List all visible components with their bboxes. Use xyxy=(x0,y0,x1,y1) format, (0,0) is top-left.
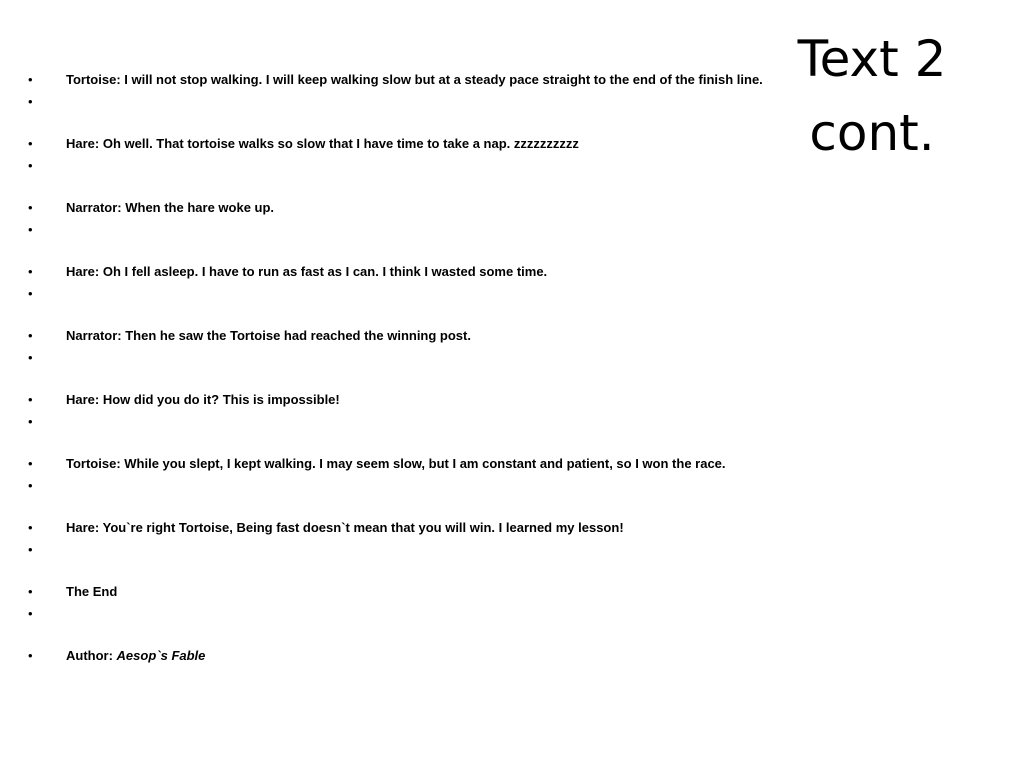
empty-bullet xyxy=(28,475,763,497)
bullet-item xyxy=(28,133,763,155)
bullet-item xyxy=(28,453,763,475)
bullet-dot: • xyxy=(28,456,33,471)
bullet-text: Hare: Oh I fell asleep. I have to run as fast as I can. I think I wasted some time. xyxy=(66,264,548,279)
bullet-dot: • xyxy=(28,72,33,87)
empty-bullet xyxy=(28,539,763,561)
author-label: Author: xyxy=(66,648,117,663)
bullet-item xyxy=(28,389,763,411)
bullet-dot: • xyxy=(28,94,33,109)
bullet-dot: • xyxy=(28,478,33,493)
bullet-dot: • xyxy=(28,606,33,621)
bullet-dot: • xyxy=(28,200,33,215)
bullet-text: Tortoise: While you slept, I kept walking. I may seem slow, but I am constant and patient, so I won the race. xyxy=(66,456,726,471)
author-value: Aesop`s Fable xyxy=(116,648,206,663)
bullet-text: Narrator: Then he saw the Tortoise had reached the winning post. xyxy=(66,328,471,343)
empty-bullet xyxy=(28,603,763,625)
bullet-dot: • xyxy=(28,136,33,151)
slide-title-line-2: cont. xyxy=(809,104,935,162)
bullet-item xyxy=(28,325,763,347)
empty-bullet xyxy=(28,283,763,305)
bullet-dot: • xyxy=(28,392,33,407)
bullet-item xyxy=(28,261,763,283)
bullet-text: Hare: Oh well. That tortoise walks so slow that I have time to take a nap. zzzzzzzzzz xyxy=(66,136,579,151)
author-bullet xyxy=(28,645,763,667)
bullet-item xyxy=(28,197,763,219)
bullet-dot: • xyxy=(28,414,33,429)
bullet-dot: • xyxy=(28,584,33,599)
empty-bullet xyxy=(28,91,763,113)
bullet-text: The End xyxy=(66,584,118,599)
bullet-dot: • xyxy=(28,520,33,535)
bullet-dot: • xyxy=(28,264,33,279)
bullet-dot: • xyxy=(28,542,33,557)
bullet-item xyxy=(28,69,763,91)
bullet-dot: • xyxy=(28,648,33,663)
bullet-dot: • xyxy=(28,350,33,365)
slide-title xyxy=(780,22,964,170)
empty-bullet xyxy=(28,219,763,241)
empty-bullet xyxy=(28,155,763,177)
bullet-dot: • xyxy=(28,286,33,301)
bullet-text: Narrator: When the hare woke up. xyxy=(66,200,275,215)
bullet-dot: • xyxy=(28,158,33,173)
bullet-text: Hare: How did you do it? This is impossible! xyxy=(66,392,340,407)
bullet-dot: • xyxy=(28,222,33,237)
bullet-text: Tortoise: I will not stop walking. I will keep walking slow but at a steady pace straight to the end of the finish line. xyxy=(66,72,763,87)
empty-bullet xyxy=(28,411,763,433)
bullet-item xyxy=(28,581,763,603)
empty-bullet xyxy=(28,347,763,369)
bullet-item xyxy=(28,517,763,539)
slide-title-line-1: Text 2 xyxy=(797,30,947,88)
bullet-list xyxy=(28,69,763,667)
bullet-dot: • xyxy=(28,328,33,343)
bullet-text: Hare: You`re right Tortoise, Being fast doesn`t mean that you will win. I learned my lesson! xyxy=(66,520,624,535)
